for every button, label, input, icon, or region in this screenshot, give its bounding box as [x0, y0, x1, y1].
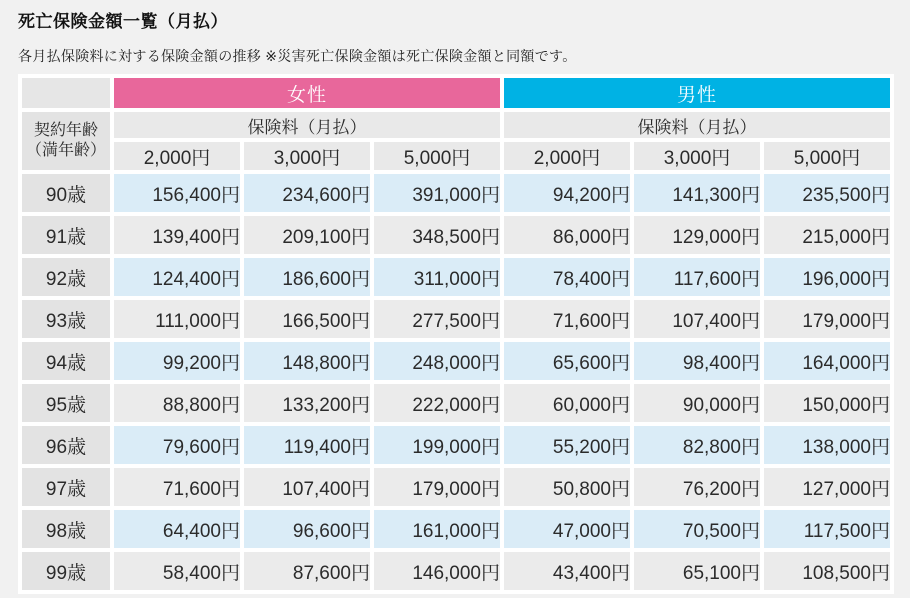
- age-cell: 95歳: [22, 384, 110, 422]
- value-cell-female-5000: 146,000円: [374, 552, 500, 590]
- value-cell-female-3000: 234,600円: [244, 174, 370, 212]
- age-cell: 96歳: [22, 426, 110, 464]
- value-cell-female-5000: 179,000円: [374, 468, 500, 506]
- gender-header-female: 女性: [114, 78, 500, 108]
- value-cell-female-3000: 133,200円: [244, 384, 370, 422]
- age-cell: 94歳: [22, 342, 110, 380]
- price-column-header-row: [22, 142, 890, 170]
- value-cell-female-5000: 222,000円: [374, 384, 500, 422]
- value-cell-male-5000: 117,500円: [764, 510, 890, 548]
- value-cell-female-2000: 124,400円: [114, 258, 240, 296]
- price-column-header: 2,000円: [114, 142, 240, 170]
- value-cell-male-5000: 108,500円: [764, 552, 890, 590]
- value-cell-male-2000: 78,400円: [504, 258, 630, 296]
- value-cell-male-3000: 90,000円: [634, 384, 760, 422]
- value-cell-male-3000: 76,200円: [634, 468, 760, 506]
- value-cell-female-5000: 248,000円: [374, 342, 500, 380]
- gender-header-male: 男性: [504, 78, 890, 108]
- value-cell-male-5000: 127,000円: [764, 468, 890, 506]
- price-column-header: 5,000円: [374, 142, 500, 170]
- value-cell-male-2000: 43,400円: [504, 552, 630, 590]
- value-cell-female-2000: 156,400円: [114, 174, 240, 212]
- value-cell-male-2000: 50,800円: [504, 468, 630, 506]
- age-header-line2: （満年齢）: [25, 142, 106, 159]
- value-cell-male-5000: 179,000円: [764, 300, 890, 338]
- value-cell-female-5000: 348,500円: [374, 216, 500, 254]
- value-cell-female-2000: 88,800円: [114, 384, 240, 422]
- premium-header-row: [22, 112, 890, 138]
- value-cell-male-3000: 129,000円: [634, 216, 760, 254]
- page-subtitle: 各月払保険料に対する保険金額の推移 ※災害死亡保険金額は死亡保険金額と同額です。: [18, 48, 577, 64]
- value-cell-male-2000: 94,200円: [504, 174, 630, 212]
- table-row: [22, 468, 890, 506]
- value-cell-male-2000: 65,600円: [504, 342, 630, 380]
- table-row: [22, 300, 890, 338]
- table-row: [22, 174, 890, 212]
- age-cell: 91歳: [22, 216, 110, 254]
- value-cell-female-3000: 87,600円: [244, 552, 370, 590]
- age-cell: 99歳: [22, 552, 110, 590]
- value-cell-female-2000: 139,400円: [114, 216, 240, 254]
- premium-header-male: 保険料（月払）: [504, 112, 890, 138]
- age-cell: 92歳: [22, 258, 110, 296]
- value-cell-male-5000: 164,000円: [764, 342, 890, 380]
- value-cell-female-5000: 391,000円: [374, 174, 500, 212]
- age-cell: 98歳: [22, 510, 110, 548]
- table-row: [22, 258, 890, 296]
- value-cell-female-5000: 277,500円: [374, 300, 500, 338]
- premium-header-female: 保険料（月払）: [114, 112, 500, 138]
- value-cell-male-3000: 141,300円: [634, 174, 760, 212]
- value-cell-female-2000: 58,400円: [114, 552, 240, 590]
- gender-header-row: [22, 78, 890, 108]
- value-cell-male-2000: 86,000円: [504, 216, 630, 254]
- price-column-header: 3,000円: [244, 142, 370, 170]
- value-cell-female-2000: 99,200円: [114, 342, 240, 380]
- value-cell-male-3000: 70,500円: [634, 510, 760, 548]
- value-cell-male-3000: 98,400円: [634, 342, 760, 380]
- value-cell-female-2000: 111,000円: [114, 300, 240, 338]
- value-cell-male-2000: 60,000円: [504, 384, 630, 422]
- value-cell-female-3000: 166,500円: [244, 300, 370, 338]
- value-cell-male-5000: 138,000円: [764, 426, 890, 464]
- value-cell-male-5000: 196,000円: [764, 258, 890, 296]
- table-row: [22, 384, 890, 422]
- table-row: [22, 342, 890, 380]
- page-title: 死亡保険金額一覧（月払）: [18, 12, 228, 31]
- price-column-header: 5,000円: [764, 142, 890, 170]
- age-header-line1: 契約年齢: [33, 122, 98, 139]
- value-cell-female-3000: 186,600円: [244, 258, 370, 296]
- value-cell-female-3000: 209,100円: [244, 216, 370, 254]
- value-cell-male-3000: 65,100円: [634, 552, 760, 590]
- age-column-header: [22, 112, 110, 170]
- value-cell-female-3000: 148,800円: [244, 342, 370, 380]
- value-cell-female-2000: 71,600円: [114, 468, 240, 506]
- value-cell-female-5000: 161,000円: [374, 510, 500, 548]
- value-cell-female-3000: 96,600円: [244, 510, 370, 548]
- value-cell-female-2000: 64,400円: [114, 510, 240, 548]
- table-row: [22, 426, 890, 464]
- age-cell: 97歳: [22, 468, 110, 506]
- value-cell-male-5000: 215,000円: [764, 216, 890, 254]
- table-row: [22, 510, 890, 548]
- value-cell-male-2000: 47,000円: [504, 510, 630, 548]
- value-cell-female-5000: 311,000円: [374, 258, 500, 296]
- value-cell-male-2000: 71,600円: [504, 300, 630, 338]
- value-cell-male-5000: 150,000円: [764, 384, 890, 422]
- value-cell-male-3000: 82,800円: [634, 426, 760, 464]
- price-column-header: 2,000円: [504, 142, 630, 170]
- table-row: [22, 216, 890, 254]
- price-column-header: 3,000円: [634, 142, 760, 170]
- age-cell: 90歳: [22, 174, 110, 212]
- age-cell: 93歳: [22, 300, 110, 338]
- value-cell-male-5000: 235,500円: [764, 174, 890, 212]
- value-cell-male-3000: 117,600円: [634, 258, 760, 296]
- value-cell-female-2000: 79,600円: [114, 426, 240, 464]
- value-cell-male-3000: 107,400円: [634, 300, 760, 338]
- value-cell-male-2000: 55,200円: [504, 426, 630, 464]
- insurance-amount-table: [18, 74, 894, 594]
- value-cell-female-3000: 119,400円: [244, 426, 370, 464]
- value-cell-female-5000: 199,000円: [374, 426, 500, 464]
- table-row: [22, 552, 890, 590]
- corner-cell: [22, 78, 110, 108]
- value-cell-female-3000: 107,400円: [244, 468, 370, 506]
